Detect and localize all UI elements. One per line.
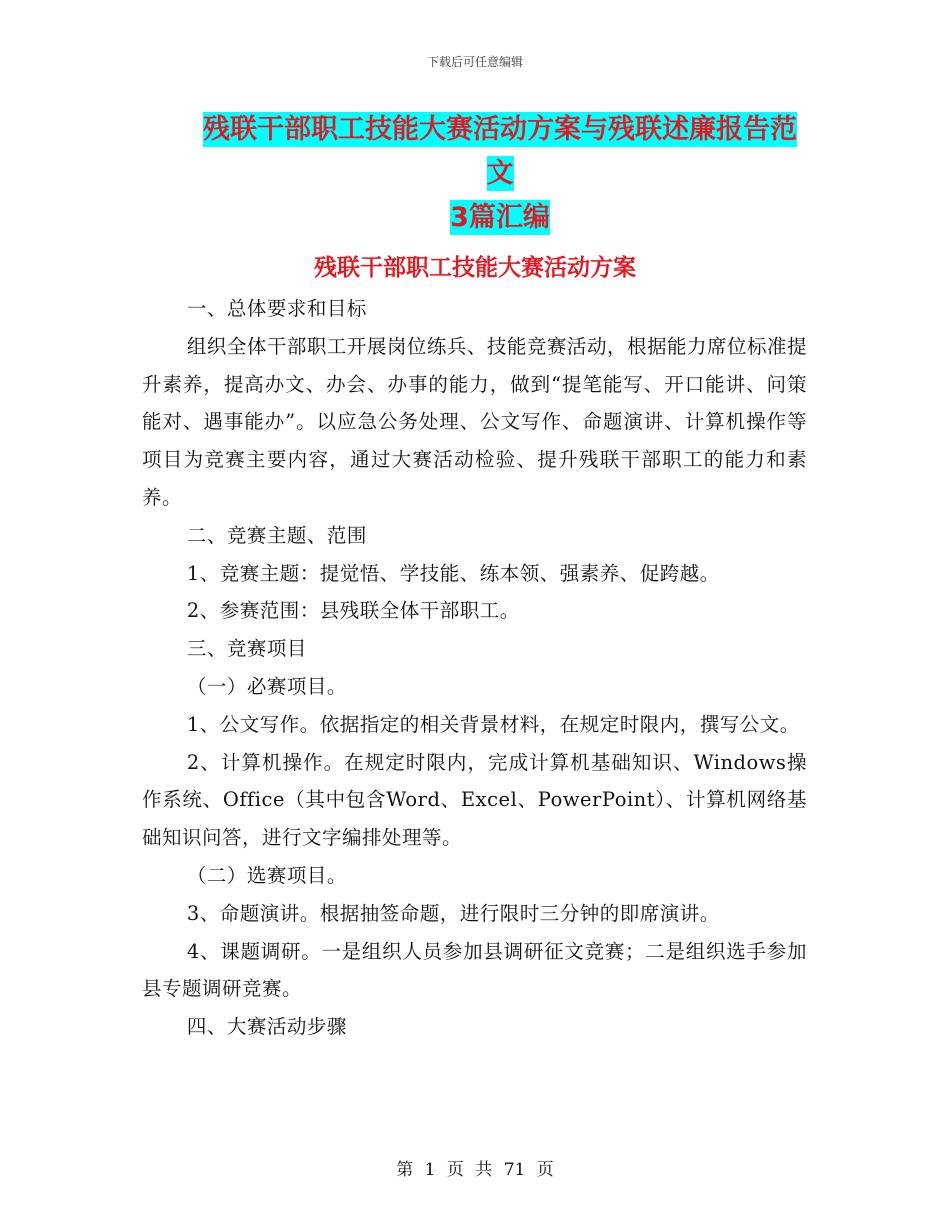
paragraph: 四、大赛活动步骤 — [186, 1015, 347, 1039]
paragraph: 2、计算机操作。在规定时限内，完成计算机基础知识、Windows操作系统、Office（其中包含Word、Excel、PowerPoint）、计算机网络基础知识问答，进行文字编排处理等。 — [142, 750, 807, 850]
paragraph: 1、公文写作。依据指定的相关背景材料，在规定时限内，撰写公文。 — [186, 712, 800, 736]
paragraph: 3、命题演讲。根据抽签命题，进行限时三分钟的即席演讲。 — [186, 901, 720, 925]
document-title-line1: 残联干部职工技能大赛活动方案与残联述廉报告范文 — [203, 114, 797, 189]
paragraph: 组织全体干部职工开展岗位练兵、技能竞赛活动，根据能力席位标准提升素养，提高办文、办会、办事的能力，做到“提笔能写、开口能讲、问策能对、遇事能办”。以应急公务处理、公文写作、命题演讲、计算机操作等项目为竞赛主要内容，通过大赛活动检验、提升残联干部职工的能力和素养。 — [142, 334, 807, 509]
document-title — [190, 108, 810, 240]
paragraph: 三、竞赛项目 — [186, 637, 307, 661]
document-title-line2: 3篇汇编 — [450, 202, 550, 233]
paragraph: （二）选赛项目。 — [186, 863, 347, 887]
paragraph: 4、课题调研。一是组织人员参加县调研征文竞赛；二是组织选手参加县专题调研竞赛。 — [142, 939, 807, 1001]
section-title: 残联干部职工技能大赛活动方案 — [314, 255, 636, 281]
header-note: 下载后可任意编辑 — [426, 55, 523, 69]
paragraph: 1、竞赛主题：提觉悟、学技能、练本领、强素养、促跨越。 — [186, 561, 720, 585]
document-body — [142, 290, 807, 1046]
paragraph: 一、总体要求和目标 — [186, 297, 367, 320]
paragraph: 二、竞赛主题、范围 — [186, 523, 367, 547]
page-number-footer: 第 1 页 共 71 页 — [396, 1160, 554, 1180]
paragraph: 2、参赛范围：县残联全体干部职工。 — [186, 599, 520, 623]
paragraph: （一）必赛项目。 — [186, 674, 347, 698]
